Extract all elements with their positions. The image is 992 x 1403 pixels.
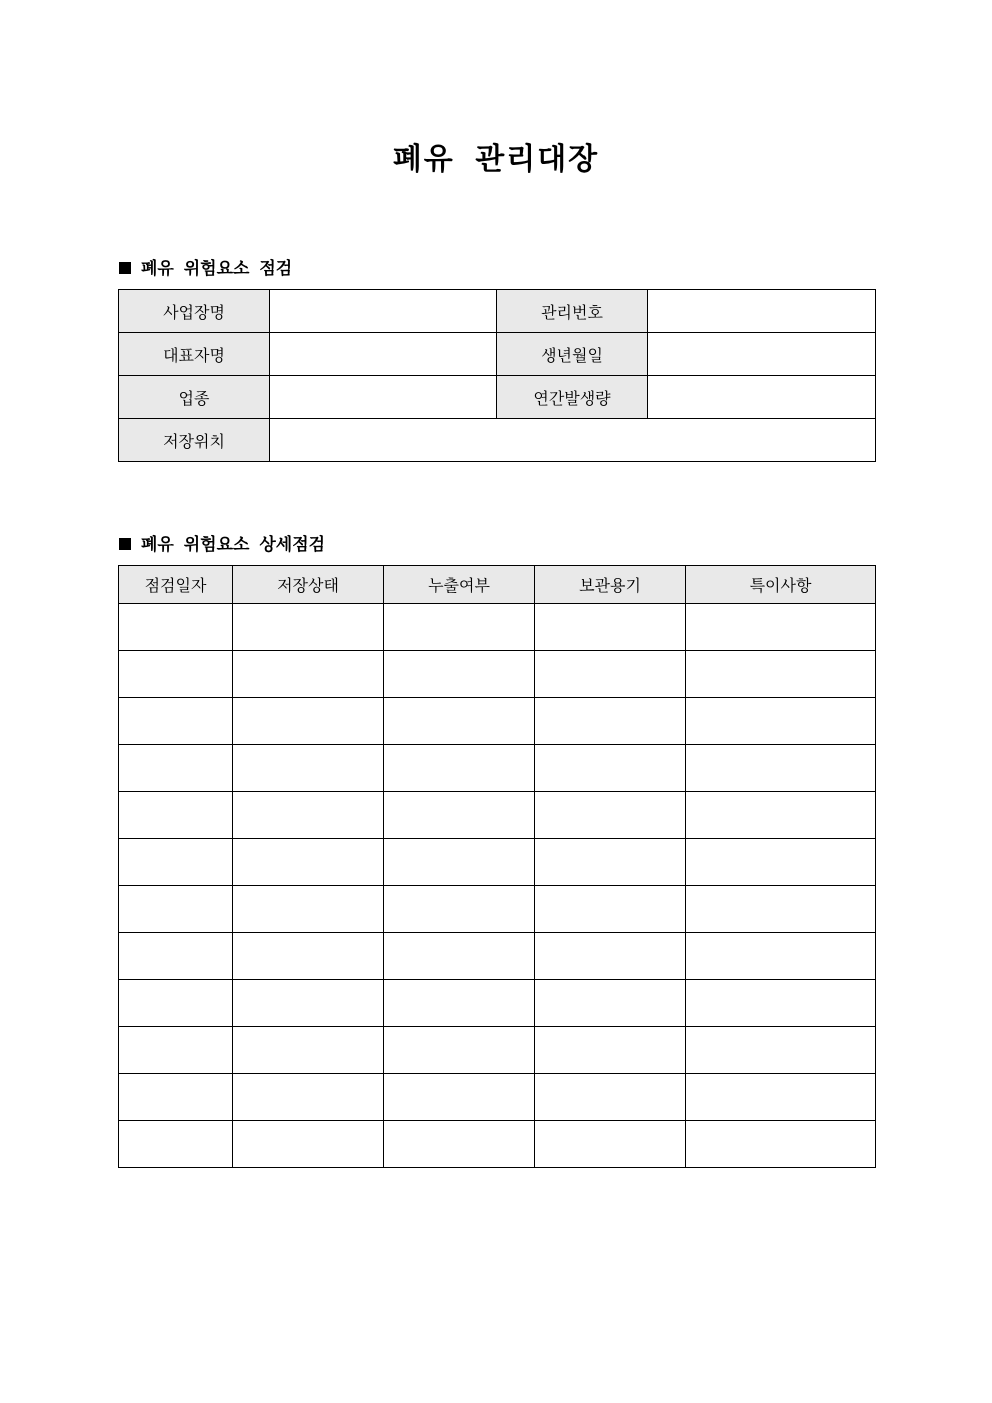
field-management-number[interactable] — [648, 290, 876, 333]
storage-container-cell[interactable] — [535, 933, 686, 980]
remarks-cell[interactable] — [686, 1121, 876, 1168]
remarks-cell[interactable] — [686, 745, 876, 792]
leakage-cell[interactable] — [384, 698, 535, 745]
table-row — [119, 1027, 876, 1074]
remarks-cell[interactable] — [686, 933, 876, 980]
remarks-cell[interactable] — [686, 839, 876, 886]
storage-container-cell[interactable] — [535, 839, 686, 886]
square-bullet-icon — [119, 262, 131, 274]
section-heading-detailed-check — [119, 530, 325, 555]
remarks-cell[interactable] — [686, 1074, 876, 1121]
inspection-date-cell[interactable] — [119, 604, 233, 651]
remarks-cell[interactable] — [686, 698, 876, 745]
storage-condition-cell[interactable] — [233, 698, 384, 745]
field-storage-location[interactable] — [270, 419, 876, 462]
page-title: 폐유 관리대장 — [392, 142, 600, 177]
storage-condition-cell[interactable] — [233, 980, 384, 1027]
column-header-storage-condition: 저장상태 — [233, 566, 384, 604]
storage-condition-cell[interactable] — [233, 839, 384, 886]
inspection-date-cell[interactable] — [119, 886, 233, 933]
table-row — [119, 698, 876, 745]
storage-container-cell[interactable] — [535, 1121, 686, 1168]
label-representative-name: 대표자명 — [119, 333, 270, 376]
inspection-date-cell[interactable] — [119, 698, 233, 745]
remarks-cell[interactable] — [686, 651, 876, 698]
table-row — [119, 651, 876, 698]
storage-container-cell[interactable] — [535, 745, 686, 792]
storage-condition-cell[interactable] — [233, 1074, 384, 1121]
risk-check-table — [118, 289, 876, 462]
leakage-cell[interactable] — [384, 604, 535, 651]
detailed-check-table — [118, 565, 876, 1168]
inspection-date-cell[interactable] — [119, 980, 233, 1027]
leakage-cell[interactable] — [384, 839, 535, 886]
remarks-cell[interactable] — [686, 886, 876, 933]
storage-condition-cell[interactable] — [233, 933, 384, 980]
table-row — [119, 333, 876, 376]
field-birth-date[interactable] — [648, 333, 876, 376]
field-annual-generation[interactable] — [648, 376, 876, 419]
table-row — [119, 604, 876, 651]
storage-container-cell[interactable] — [535, 1074, 686, 1121]
column-header-leakage: 누출여부 — [384, 566, 535, 604]
table-row — [119, 419, 876, 462]
storage-container-cell[interactable] — [535, 698, 686, 745]
table-row — [119, 1074, 876, 1121]
inspection-date-cell[interactable] — [119, 1121, 233, 1168]
inspection-date-cell[interactable] — [119, 839, 233, 886]
leakage-cell[interactable] — [384, 886, 535, 933]
column-header-storage-container: 보관용기 — [535, 566, 686, 604]
field-representative-name[interactable] — [270, 333, 497, 376]
storage-condition-cell[interactable] — [233, 886, 384, 933]
table-row — [119, 290, 876, 333]
inspection-date-cell[interactable] — [119, 1027, 233, 1074]
remarks-cell[interactable] — [686, 980, 876, 1027]
remarks-cell[interactable] — [686, 604, 876, 651]
section-heading-text: 폐유 위험요소 점검 — [141, 259, 293, 279]
storage-condition-cell[interactable] — [233, 745, 384, 792]
storage-container-cell[interactable] — [535, 980, 686, 1027]
label-annual-generation: 연간발생량 — [497, 376, 648, 419]
field-business-name[interactable] — [270, 290, 497, 333]
leakage-cell[interactable] — [384, 1027, 535, 1074]
inspection-date-cell[interactable] — [119, 1074, 233, 1121]
label-industry: 업종 — [119, 376, 270, 419]
label-storage-location: 저장위치 — [119, 419, 270, 462]
storage-container-cell[interactable] — [535, 886, 686, 933]
table-row — [119, 1121, 876, 1168]
storage-container-cell[interactable] — [535, 1027, 686, 1074]
section-heading-text: 폐유 위험요소 상세점검 — [141, 535, 326, 555]
storage-condition-cell[interactable] — [233, 792, 384, 839]
column-header-remarks: 특이사항 — [686, 566, 876, 604]
table-row — [119, 839, 876, 886]
column-header-inspection-date: 점검일자 — [119, 566, 233, 604]
table-row — [119, 376, 876, 419]
detailed-check-body — [119, 604, 876, 1168]
table-row — [119, 745, 876, 792]
leakage-cell[interactable] — [384, 792, 535, 839]
section-heading-risk-check — [119, 254, 292, 279]
field-industry[interactable] — [270, 376, 497, 419]
remarks-cell[interactable] — [686, 792, 876, 839]
storage-condition-cell[interactable] — [233, 1027, 384, 1074]
storage-condition-cell[interactable] — [233, 651, 384, 698]
leakage-cell[interactable] — [384, 1121, 535, 1168]
label-birth-date: 생년월일 — [497, 333, 648, 376]
leakage-cell[interactable] — [384, 933, 535, 980]
storage-container-cell[interactable] — [535, 792, 686, 839]
table-header-row — [119, 566, 876, 604]
table-row — [119, 792, 876, 839]
storage-container-cell[interactable] — [535, 651, 686, 698]
storage-condition-cell[interactable] — [233, 1121, 384, 1168]
remarks-cell[interactable] — [686, 1027, 876, 1074]
storage-condition-cell[interactable] — [233, 604, 384, 651]
storage-container-cell[interactable] — [535, 604, 686, 651]
inspection-date-cell[interactable] — [119, 745, 233, 792]
label-management-number: 관리번호 — [497, 290, 648, 333]
inspection-date-cell[interactable] — [119, 792, 233, 839]
leakage-cell[interactable] — [384, 1074, 535, 1121]
leakage-cell[interactable] — [384, 745, 535, 792]
table-row — [119, 933, 876, 980]
square-bullet-icon — [119, 538, 131, 550]
table-row — [119, 980, 876, 1027]
inspection-date-cell[interactable] — [119, 651, 233, 698]
leakage-cell[interactable] — [384, 651, 535, 698]
label-business-name: 사업장명 — [119, 290, 270, 333]
leakage-cell[interactable] — [384, 980, 535, 1027]
table-row — [119, 886, 876, 933]
inspection-date-cell[interactable] — [119, 933, 233, 980]
